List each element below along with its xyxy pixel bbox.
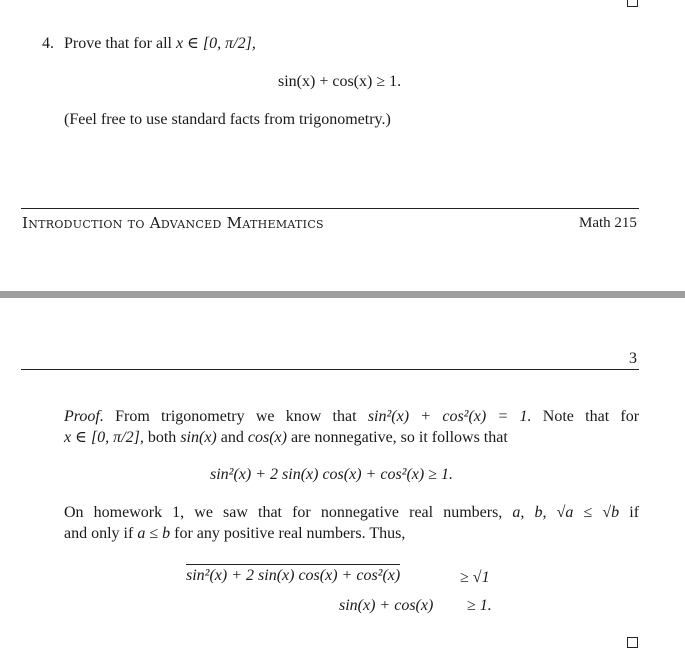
proof-math-3b: √a ≤ √b <box>556 504 620 521</box>
radical-body: sin²(x) + 2 sin(x) cos(x) + cos²(x) <box>186 564 400 584</box>
proof-math-2c: cos(x) <box>247 429 287 446</box>
proof-display-2-left <box>186 566 400 586</box>
proof-math-2a: x ∈ [0, π/2], <box>64 429 144 446</box>
proof-label: Proof. <box>64 408 104 425</box>
proof-tail-3: if <box>629 504 640 521</box>
proof-line-3 <box>64 503 639 523</box>
proof-display-3-left: sin(x) + cos(x) <box>339 597 434 614</box>
proof-math-1: sin²(x) + cos²(x) = 1. <box>367 408 532 425</box>
problem-statement <box>42 34 256 54</box>
proof-display-3-right: ≥ 1. <box>467 597 492 614</box>
proof-display-1: sin²(x) + 2 sin(x) cos(x) + cos²(x) ≥ 1. <box>210 466 453 483</box>
proof-display-2-right: ≥ √1 <box>460 569 490 586</box>
problem-text: Prove that for all <box>64 35 172 52</box>
proof-math-3: a, b, <box>512 504 547 521</box>
page-number: 3 <box>629 350 637 367</box>
problem-number: 4. <box>42 35 54 52</box>
proof-line-2 <box>64 428 508 448</box>
qed-box-top <box>627 0 638 7</box>
header-rule <box>21 369 639 370</box>
problem-math: x ∈ [0, π/2], <box>175 35 256 52</box>
problem-hint: (Feel free to use standard facts from trigonometry.) <box>64 111 391 128</box>
qed-box <box>627 637 638 648</box>
footer-course-title: Introduction to Advanced Mathematics <box>22 214 324 232</box>
footer-rule <box>21 208 639 209</box>
proof-text-1: From trigonometry we know that <box>115 408 357 425</box>
proof-text-2a: both <box>147 429 177 446</box>
problem-display-math: sin(x) + cos(x) ≥ 1. <box>278 73 402 90</box>
proof-tail-4: for any positive real numbers. Thus, <box>174 525 406 542</box>
proof-text-3: On homework 1, we saw that for nonnegative real numbers, <box>64 504 503 521</box>
footer-course-number: Math 215 <box>579 215 637 231</box>
proof-line-4 <box>64 524 405 544</box>
proof-math-2b: sin(x) <box>180 429 217 446</box>
proof-text-4: and only if <box>64 525 134 542</box>
proof-line-1 <box>64 407 639 427</box>
proof-text-2b: and <box>220 429 244 446</box>
proof-text-2c: are nonnegative, so it follows that <box>290 429 508 446</box>
proof-tail-1: Note that for <box>542 408 640 425</box>
proof-math-4: a ≤ b <box>137 525 171 542</box>
page-separator <box>0 291 685 298</box>
